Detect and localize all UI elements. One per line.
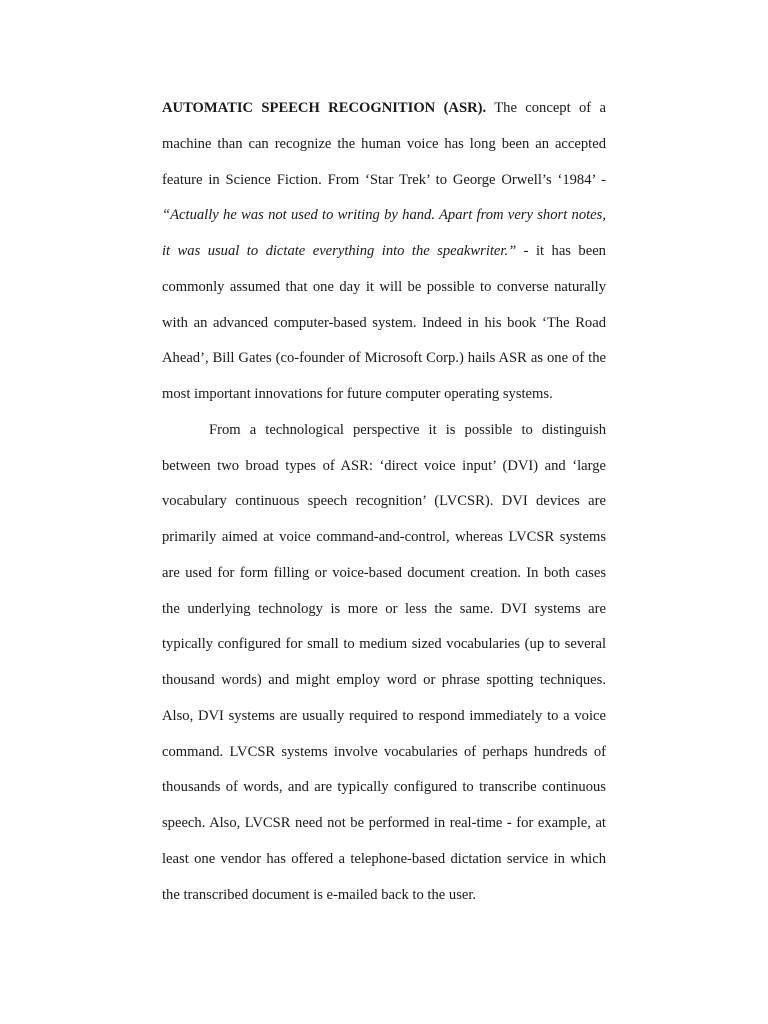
intro-text: The concept of a machine than can recognize the human voice has long been an accepted feature in Science Fiction. From ‘Star Trek’ to George Orwell’s ‘1984’ - — [162, 100, 606, 188]
paragraph-asr-intro — [162, 91, 606, 413]
document-body — [162, 91, 606, 913]
section-heading: AUTOMATIC SPEECH RECOGNITION (ASR). — [162, 100, 487, 116]
intro-text-continued: - it has been commonly assumed that one day it will be possible to converse naturally with an advanced computer-based system. Indeed in his book ‘The Road Ahead’, Bill Gates (co-founder of Microsoft Corp.) hails ASR as one of the most important innovations for future computer operating systems. — [162, 243, 606, 402]
orwell-quote: “Actually he was not used to writing by hand. Apart from very short notes, it was usual to dictate everything into the speakwriter.” — [162, 207, 606, 259]
paragraph-asr-types: From a technological perspective it is possible to distinguish between two broad types of ASR: ‘direct voice input’ (DVI) and ‘large vocabulary continuous speech recognition’ (LVCSR). DVI devices are primarily aimed at voice command-and-control, whereas LVCSR systems are used for form filling or voice-based document creation. In both cases the underlying technology is more or less the same. DVI systems are typically configured for small to medium sized vocabularies (up to several thousand words) and might employ word or phrase spotting techniques. Also, DVI systems are usually required to respond immediately to a voice command. LVCSR systems involve vocabularies of perhaps hundreds of thousands of words, and are typically configured to transcribe continuous speech. Also, LVCSR need not be performed in real-time - for example, at least one vendor has offered a telephone-based dictation service in which the transcribed document is e-mailed back to the user. — [162, 421, 606, 903]
